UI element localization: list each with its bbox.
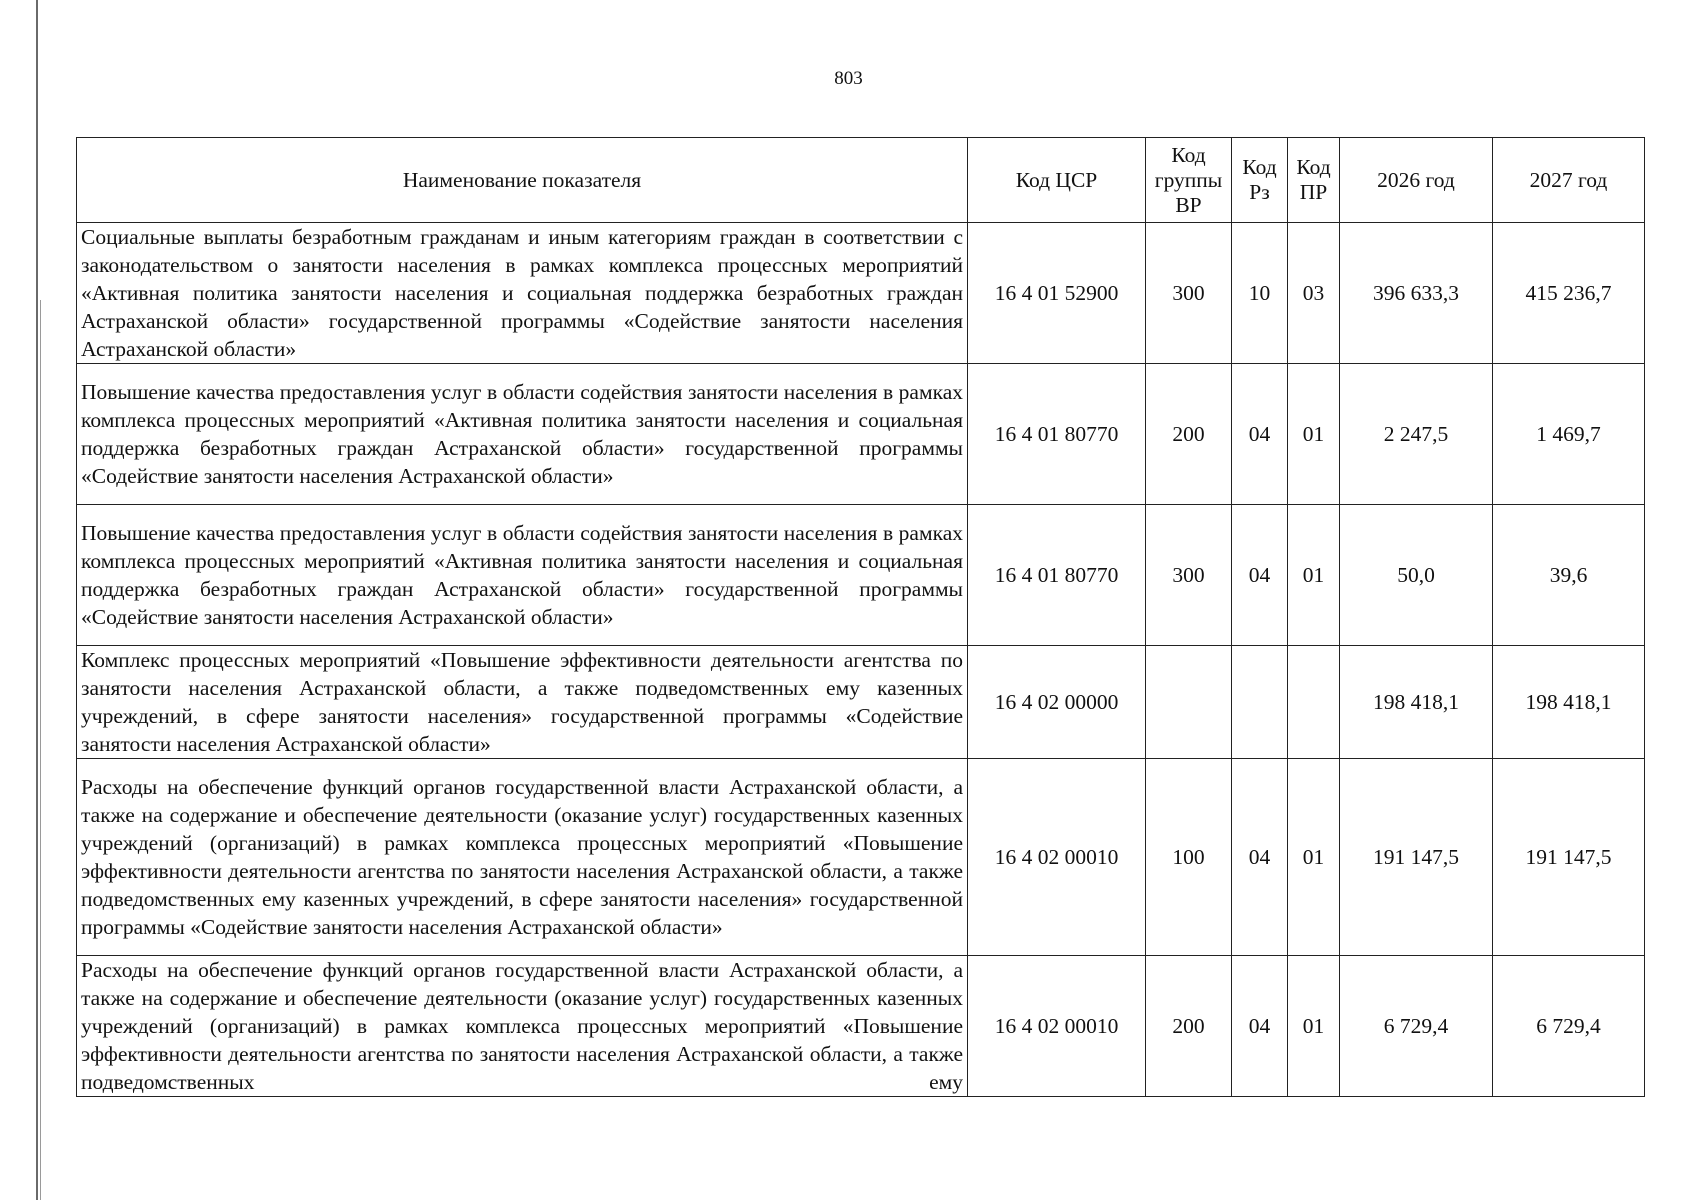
header-vr-code: Код группы ВР: [1146, 138, 1232, 223]
binding-edge-line-secondary: [40, 300, 41, 1200]
header-pr-code: Код ПР: [1288, 138, 1340, 223]
table-row: [77, 364, 1645, 505]
row-pr-code: [1288, 646, 1340, 759]
table-row: [77, 759, 1645, 956]
row-csr-code: 16 4 01 52900: [968, 223, 1146, 364]
row-name: Социальные выплаты безработным гражданам и иным категориям граждан в соответствии с законодательством о занятости населения в рамках комплекса процессных мероприятий «Активная политика занятости населения и социальная поддержка безработных граждан Астраханской области» государственной программы «Содействие занятости населения Астраханской области»: [77, 223, 968, 364]
table-header: [77, 138, 1645, 223]
page-number: 803: [834, 68, 863, 89]
row-amount-2027: 415 236,7: [1493, 223, 1645, 364]
row-vr-code: 300: [1146, 223, 1232, 364]
row-vr-code: 100: [1146, 759, 1232, 956]
row-amount-2027: 1 469,7: [1493, 364, 1645, 505]
row-rz-code: 04: [1232, 759, 1288, 956]
row-csr-code: 16 4 01 80770: [968, 505, 1146, 646]
row-pr-code: 01: [1288, 505, 1340, 646]
header-year-2027: 2027 год: [1493, 138, 1645, 223]
header-csr-code: Код ЦСР: [968, 138, 1146, 223]
row-rz-code: 04: [1232, 364, 1288, 505]
row-name: Комплекс процессных мероприятий «Повышение эффективности деятельности агентства по занятости населения Астраханской области, а также подведомственных ему казенных учреждений, в сфере занятости населения» государственной программы «Содействие занятости населения Астраханской области»: [77, 646, 968, 759]
row-rz-code: [1232, 646, 1288, 759]
budget-table: [76, 137, 1645, 1097]
header-name: Наименование показателя: [77, 138, 968, 223]
row-csr-code: 16 4 02 00010: [968, 759, 1146, 956]
row-amount-2026: 191 147,5: [1340, 759, 1493, 956]
row-vr-code: 200: [1146, 956, 1232, 1097]
row-vr-code: 300: [1146, 505, 1232, 646]
table-row: [77, 646, 1645, 759]
row-name: Расходы на обеспечение функций органов государственной власти Астраханской области, а также на содержание и обеспечение деятельности (оказание услуг) государственных казенных учреждений (организаций) в рамках комплекса процессных мероприятий «Повышение эффективности деятельности агентства по занятости населения Астраханской области, а также подведомственных ему казенных учреждений, в сфере занятости населения» государственной программы «Содействие занятости населения Астраханской области»: [77, 759, 968, 956]
row-amount-2026: 198 418,1: [1340, 646, 1493, 759]
table-body: [77, 223, 1645, 1097]
table-row: [77, 956, 1645, 1097]
header-year-2026: 2026 год: [1340, 138, 1493, 223]
header-row: [77, 138, 1645, 223]
table-row: [77, 223, 1645, 364]
row-pr-code: 01: [1288, 956, 1340, 1097]
row-amount-2026: 2 247,5: [1340, 364, 1493, 505]
row-amount-2027: 198 418,1: [1493, 646, 1645, 759]
row-csr-code: 16 4 02 00000: [968, 646, 1146, 759]
row-name: Повышение качества предоставления услуг в области содействия занятости населения в рамках комплекса процессных мероприятий «Активная политика занятости населения и социальная поддержка безработных граждан Астраханской области» государственной программы «Содействие занятости населения Астраханской области»: [77, 364, 968, 505]
row-csr-code: 16 4 02 00010: [968, 956, 1146, 1097]
row-amount-2027: 39,6: [1493, 505, 1645, 646]
row-pr-code: 01: [1288, 759, 1340, 956]
binding-edge-line: [36, 0, 38, 1200]
row-amount-2026: 6 729,4: [1340, 956, 1493, 1097]
row-amount-2026: 396 633,3: [1340, 223, 1493, 364]
row-vr-code: [1146, 646, 1232, 759]
row-vr-code: 200: [1146, 364, 1232, 505]
row-csr-code: 16 4 01 80770: [968, 364, 1146, 505]
row-name: Расходы на обеспечение функций органов государственной власти Астраханской области, а также на содержание и обеспечение деятельности (оказание услуг) государственных казенных учреждений (организаций) в рамках комплекса процессных мероприятий «Повышение эффективности деятельности агентства по занятости населения Астраханской области, а также подведомственных ему: [77, 956, 968, 1097]
row-amount-2027: 191 147,5: [1493, 759, 1645, 956]
row-rz-code: 04: [1232, 956, 1288, 1097]
row-pr-code: 03: [1288, 223, 1340, 364]
row-rz-code: 10: [1232, 223, 1288, 364]
row-name: Повышение качества предоставления услуг в области содействия занятости населения в рамках комплекса процессных мероприятий «Активная политика занятости населения и социальная поддержка безработных граждан Астраханской области» государственной программы «Содействие занятости населения Астраханской области»: [77, 505, 968, 646]
row-amount-2027: 6 729,4: [1493, 956, 1645, 1097]
header-rz-code: Код Рз: [1232, 138, 1288, 223]
table-row: [77, 505, 1645, 646]
row-pr-code: 01: [1288, 364, 1340, 505]
row-rz-code: 04: [1232, 505, 1288, 646]
row-amount-2026: 50,0: [1340, 505, 1493, 646]
